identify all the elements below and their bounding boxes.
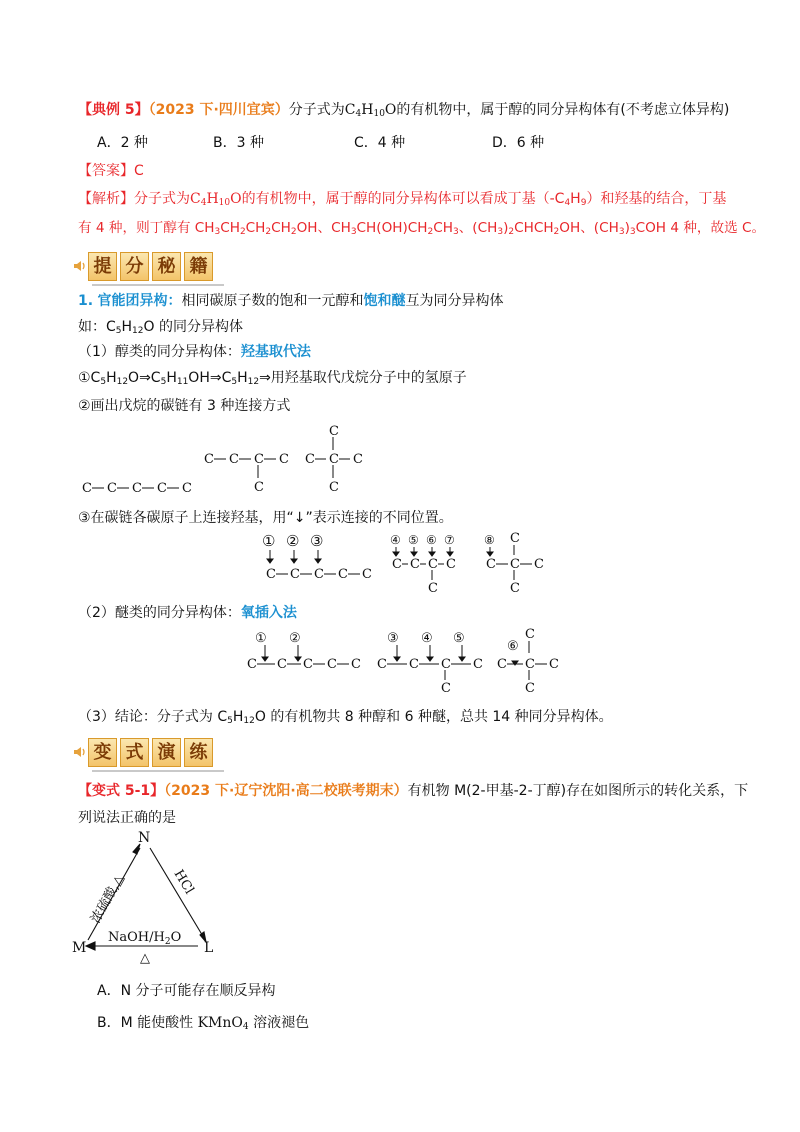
- svg-text:⑥: ⑥: [507, 639, 519, 654]
- svg-text:C: C: [377, 657, 387, 672]
- point-title: 官能团异构：: [97, 293, 182, 309]
- svg-text:C: C: [392, 557, 402, 572]
- svg-text:C: C: [229, 452, 239, 467]
- example-tag: 【典例 5】: [78, 102, 149, 118]
- variant-question-line-1: [78, 780, 748, 800]
- tips-char-4: 籍: [184, 252, 213, 281]
- node-m: M: [72, 940, 87, 956]
- svg-text:C: C: [303, 657, 313, 672]
- answer-tag: 【答案】: [78, 163, 134, 179]
- point-text-a: 相同碳原子数的饱和一元醇和: [181, 293, 364, 309]
- svg-text:C: C: [510, 581, 520, 596]
- point-highlight: 饱和醚: [363, 293, 406, 309]
- svg-text:C: C: [410, 557, 420, 572]
- svg-text:②: ②: [289, 631, 301, 646]
- option-c[interactable]: C．4 种: [354, 135, 406, 151]
- svg-text:C: C: [277, 657, 287, 672]
- conversion-diagram: [66, 828, 226, 966]
- svg-text:C: C: [329, 424, 339, 439]
- conclusion: （3）结论：分子式为 $C_5H_{12}O$ 的有机物共 8 种醇和 6 种醚，总共 14 种同分异构体。: [78, 709, 613, 726]
- svg-text:⑦: ⑦: [444, 533, 455, 547]
- tips-char-2: 分: [120, 252, 149, 281]
- option-a[interactable]: A．2 种: [97, 135, 148, 151]
- variant-tag: 【变式 5-1】: [78, 783, 165, 799]
- svg-text:④: ④: [390, 533, 401, 547]
- svg-text:⑥: ⑥: [426, 533, 437, 547]
- analysis-line-2: 有 4 种，则丁醇有 $CH_3CH_2CH_2CH_2OH$、$CH_3CH(OH)CH_2CH_3$、$(CH_3)_2CHCH_2OH$、$(CH_3)_3COH$ 4 种，故选 C。: [78, 220, 766, 237]
- example-source: （2023 下·四川宜宾）: [148, 102, 289, 118]
- svg-text:C: C: [107, 481, 117, 496]
- svg-text:①: ①: [255, 631, 267, 646]
- tips-char-1: 提: [88, 252, 117, 281]
- answer-line: [78, 160, 144, 180]
- tips-point-1: [78, 290, 504, 310]
- svg-text:C: C: [279, 452, 289, 467]
- svg-text:C: C: [329, 480, 339, 495]
- svg-text:C: C: [534, 557, 544, 572]
- svg-text:C: C: [441, 657, 451, 672]
- point-number: 1.: [78, 293, 94, 309]
- svg-text:②: ②: [286, 532, 300, 550]
- option-d[interactable]: D．6 种: [492, 135, 545, 151]
- speaker-icon: [72, 258, 88, 274]
- svg-text:C: C: [409, 657, 419, 672]
- drills-char-3: 演: [152, 738, 181, 767]
- svg-text:C: C: [254, 480, 264, 495]
- ether-method: 氧插入法: [240, 605, 297, 621]
- svg-text:C: C: [510, 531, 520, 546]
- question-prefix: 分子式为: [288, 102, 345, 118]
- svg-text:C: C: [132, 481, 142, 496]
- alcohol-method: 羟基取代法: [240, 344, 311, 360]
- svg-text:C: C: [82, 481, 92, 496]
- svg-text:C: C: [473, 657, 483, 672]
- svg-text:C: C: [314, 567, 324, 582]
- svg-text:C: C: [525, 681, 535, 696]
- svg-text:C: C: [362, 567, 372, 582]
- ether-positions: [245, 626, 565, 696]
- bottom-heat: △: [140, 951, 150, 966]
- bottom-condition: NaOH/$H_2O$: [108, 930, 182, 947]
- svg-text:C: C: [525, 627, 535, 642]
- variant-text-1: 有机物 M(2-甲基-2-丁醇)存在如图所示的转化关系，下: [407, 783, 749, 799]
- tips-banner: [72, 250, 224, 282]
- svg-text:⑧: ⑧: [484, 533, 495, 547]
- ether-section: [78, 602, 297, 622]
- variant-option-b[interactable]: B．M 能使酸性 KMnO$_4$ 溶液褪色: [97, 1015, 310, 1032]
- svg-text:C: C: [338, 567, 348, 582]
- banner-underline: [92, 284, 224, 286]
- svg-text:④: ④: [421, 631, 433, 646]
- svg-text:C: C: [497, 657, 507, 672]
- svg-text:C: C: [428, 557, 438, 572]
- svg-text:C: C: [510, 557, 520, 572]
- ether-label: （2）醚类的同分异构体：: [78, 605, 241, 621]
- banner-underline: [92, 770, 224, 772]
- analysis-prefix: 分子式为: [134, 191, 190, 207]
- svg-text:①: ①: [262, 532, 276, 550]
- svg-text:C: C: [351, 657, 361, 672]
- example-formula-line: 如：$C_5H_{12}O$ 的同分异构体: [78, 319, 243, 336]
- svg-text:C: C: [204, 452, 214, 467]
- step-2: ②画出戊烷的碳链有 3 种连接方式: [78, 398, 291, 414]
- question-formula: $C_4H_{10}O$: [344, 102, 397, 119]
- analysis-tag: 【解析】: [78, 191, 134, 207]
- alcohol-label: （1）醇类的同分异构体：: [78, 344, 241, 360]
- svg-text:C: C: [327, 657, 337, 672]
- node-l: L: [204, 940, 214, 956]
- question-suffix: 的有机物中，属于醇的同分异构体有(不考虑立体异构): [396, 102, 730, 118]
- svg-text:C: C: [428, 581, 438, 596]
- analysis-text-1: 的有机物中，属于醇的同分异构体可以看成丁基$(-C_4H_9)$和羟基的结合，丁基: [241, 191, 727, 208]
- svg-text:C: C: [305, 452, 315, 467]
- svg-text:C: C: [486, 557, 496, 572]
- svg-text:C: C: [182, 481, 192, 496]
- svg-text:C: C: [329, 452, 339, 467]
- point-text-b: 互为同分异构体: [405, 293, 504, 309]
- answer-value: C: [134, 163, 144, 179]
- svg-text:③: ③: [387, 631, 399, 646]
- alcohol-positions: [258, 528, 548, 596]
- svg-text:C: C: [446, 557, 456, 572]
- svg-text:C: C: [290, 567, 300, 582]
- svg-text:C: C: [549, 657, 559, 672]
- option-b[interactable]: B．3 种: [213, 135, 264, 151]
- example-question: [78, 99, 729, 119]
- svg-text:⑤: ⑤: [408, 533, 419, 547]
- drills-banner: [72, 736, 224, 768]
- drills-char-4: 练: [184, 738, 213, 767]
- step-3: ③在碳链各碳原子上连接羟基，用“↓”表示连接的不同位置。: [78, 510, 453, 526]
- step-1: $①C_5H_{12}O\Rightarrow C_5H_{11}OH\Rightarrow C_5H_{12}\Rightarrow$用羟基取代戊烷分子中的氢原子: [78, 370, 467, 387]
- variant-option-a[interactable]: A．N 分子可能存在顺反异构: [97, 983, 276, 999]
- right-condition: HCl: [170, 867, 197, 897]
- svg-text:C: C: [254, 452, 264, 467]
- alcohol-section: [78, 341, 311, 361]
- variant-question-line-2: 列说法正确的是: [78, 810, 176, 826]
- drills-char-2: 式: [120, 738, 149, 767]
- svg-text:C: C: [266, 567, 276, 582]
- svg-text:C: C: [247, 657, 257, 672]
- svg-text:③: ③: [310, 532, 324, 550]
- drills-char-1: 变: [88, 738, 117, 767]
- left-condition: 浓硫酸,△: [88, 872, 128, 926]
- variant-source: （2023 下·辽宁沈阳·高二校联考期末）: [164, 783, 408, 799]
- speaker-icon: [72, 744, 88, 760]
- node-n: N: [138, 830, 151, 846]
- analysis-line-1: [78, 188, 726, 208]
- svg-text:C: C: [441, 681, 451, 696]
- svg-text:C: C: [353, 452, 363, 467]
- analysis-formula: $C_4H_{10}O$: [190, 191, 242, 208]
- pentane-chains: [70, 418, 370, 504]
- svg-text:C: C: [525, 657, 535, 672]
- tips-char-3: 秘: [152, 252, 181, 281]
- svg-text:⑤: ⑤: [453, 631, 465, 646]
- svg-text:C: C: [157, 481, 167, 496]
